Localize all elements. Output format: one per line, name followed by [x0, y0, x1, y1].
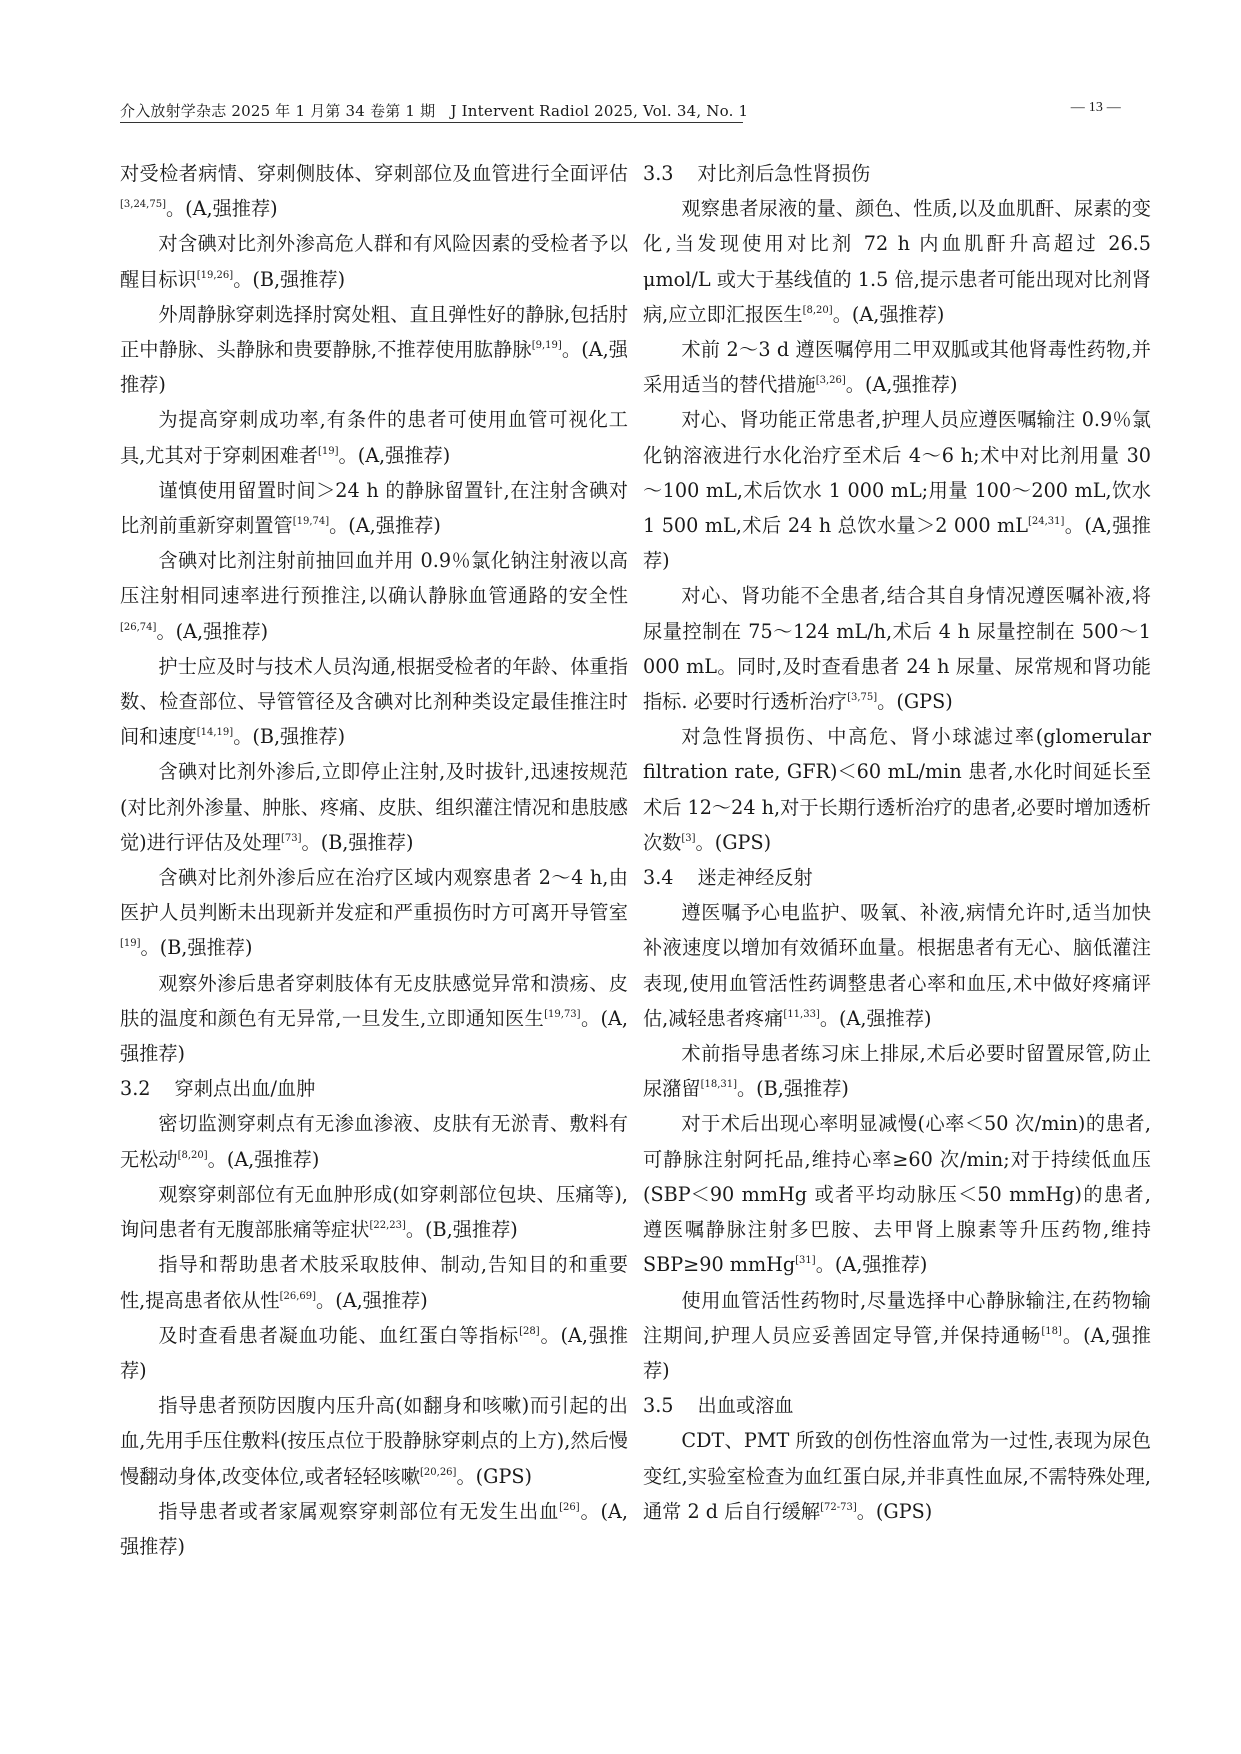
body-paragraph [120, 402, 628, 472]
body-paragraph [120, 1106, 628, 1176]
recommendation-grade: 。(B,强推荐) [301, 830, 414, 854]
recommendation-grade: 。(GPS) [856, 1499, 933, 1523]
citation-ref: [3] [681, 832, 696, 844]
body-paragraph [120, 543, 628, 649]
body-paragraph [120, 473, 628, 543]
paragraph-text: 观察穿刺部位有无血肿形成(如穿刺部位包块、压痛等),询问患者有无腹部胀痛等症状 [120, 1182, 628, 1242]
body-paragraph [120, 1177, 628, 1247]
recommendation-grade: 。(A,强推荐) [120, 1499, 628, 1558]
paragraph-text: 指导和帮助患者术肢采取肢伸、制动,告知目的和重要性,提高患者依从性 [120, 1253, 628, 1312]
citation-ref: [19,74] [292, 516, 330, 528]
body-paragraph [643, 332, 1151, 402]
recommendation-grade: 。(A,强推荐) [815, 1253, 928, 1277]
paragraph-text: 护士应及时与技术人员沟通,根据受检者的年龄、体重指数、检查部位、导管管径及含碘对比剂种类设定最佳推注时间和速度 [120, 654, 628, 749]
body-paragraph [120, 754, 628, 860]
recommendation-grade: 。(B,强推荐) [140, 936, 253, 960]
recommendation-grade: 。(GPS) [695, 830, 772, 854]
citation-ref: [3,24,75] [120, 199, 166, 211]
section-number: 3.2 [120, 1077, 151, 1101]
body-paragraph [120, 1247, 628, 1317]
paragraph-text: 含碘对比剂外渗后,立即停止注射,及时拔针,迅速按规范(对比剂外渗量、肿胀、疼痛、皮肤、组织灌注情况和患肢感觉)进行评估及处理 [120, 760, 628, 854]
journal-citation: 介入放射学杂志 2025 年 1 月第 34 卷第 1 期 J Intervent Radiol 2025, Vol. 34, No. 1 [120, 102, 749, 120]
recommendation-grade: 。(A,强推荐) [338, 443, 451, 467]
citation-ref: [19] [120, 938, 141, 950]
recommendation-grade: 。(B,强推荐) [233, 725, 346, 749]
recommendation-grade: 。(A,强推荐) [329, 514, 441, 538]
section-title: 迷走神经反射 [697, 866, 813, 890]
recommendation-grade: 。(B,强推荐) [233, 267, 346, 291]
citation-ref: [19,26] [196, 269, 234, 281]
paragraph-text: 对含碘对比剂外渗高危人群和有风险因素的受检者予以醒目标识 [120, 232, 628, 291]
recommendation-grade: 。(A,强推荐) [120, 338, 628, 397]
running-header [120, 100, 1121, 130]
paragraph-text: 对于术后出现心率明显减慢(心率＜50 次/min)的患者,可静脉注射阿托品,维持心率≥60 次/min;对于持续低血压(SBP＜90 mmHg 或者平均动脉压＜50 mmHg)的患者,遵医嘱静脉注射多巴胺、去甲肾上腺素等升压药物,维持 SBP≥90 mmHg [643, 1112, 1151, 1277]
citation-ref: [26,69] [279, 1290, 317, 1302]
body-paragraph [120, 860, 628, 966]
citation-ref: [20,26] [420, 1466, 457, 1478]
header-rule [120, 122, 743, 123]
paragraph-text: 对受检者病情、穿刺侧肢体、穿刺部位及血管进行全面评估 [120, 162, 628, 185]
paragraph-text: 术前指导患者练习床上排尿,术后必要时留置尿管,防止尿潴留 [643, 1042, 1151, 1101]
citation-ref: [3,26] [815, 375, 846, 387]
paragraph-text: 对急性肾损伤、中高危、肾小球滤过率(glomerular filtration rate, GFR)＜60 mL/min 患者,水化时间延长至术后 12～24 h,对于长期行透析治疗的患者,必要时增加透析次数 [643, 725, 1151, 854]
paragraph-text: 观察患者尿液的量、颜色、性质,以及血肌酐、尿素的变化,当发现使用对比剂 72 h 内血肌酐升高超过 26.5 μmol/L 或大于基线值的 1.5 倍,提示患者可能出现对比剂肾病,应立即汇报医生 [643, 197, 1151, 326]
citation-ref: [19] [317, 445, 339, 457]
paragraph-text: 对心、肾功能正常患者,护理人员应遵医嘱输注 0.9％氯化钠溶液进行水化治疗至术后 4～6 h;术中对比剂用量 30～100 mL,术后饮水 1 000 mL;用量 100～200 mL,饮水 1 500 mL,术后 24 h 总饮水量＞2 000 mL [643, 408, 1151, 538]
body-paragraph [643, 895, 1151, 1036]
paragraph-text: 术前 2～3 d 遵医嘱停用二甲双胍或其他肾毒性药物,并采用适当的替代措施 [643, 338, 1151, 397]
paragraph-text: 观察外渗后患者穿刺肢体有无皮肤感觉异常和溃疡、皮肤的温度和颜色有无异常,一旦发生,立即通知医生 [120, 971, 628, 1030]
citation-ref: [28] [519, 1325, 540, 1337]
citation-ref: [3,75] [847, 692, 878, 704]
right-column [643, 156, 1151, 1529]
recommendation-grade: 。(A,强推荐) [643, 514, 1151, 573]
citation-ref: [8,20] [177, 1149, 208, 1161]
body-paragraph [120, 297, 628, 403]
body-paragraph [643, 191, 1151, 332]
paragraph-text: 谨慎使用留置时间＞24 h 的静脉留置针,在注射含碘对比剂前重新穿刺置管 [120, 478, 628, 538]
body-paragraph [120, 1388, 628, 1494]
recommendation-grade: 。(GPS) [877, 690, 953, 714]
body-paragraph [120, 1494, 628, 1564]
body-paragraph [643, 402, 1151, 578]
citation-ref: [11,33] [783, 1008, 820, 1020]
section-number: 3.5 [643, 1394, 674, 1418]
citation-ref: [22,23] [369, 1220, 406, 1232]
recommendation-grade: 。(A,强推荐) [643, 1323, 1151, 1382]
body-paragraph [120, 226, 628, 296]
citation-ref: [72-73] [820, 1501, 857, 1513]
section-title: 穿刺点出血/血肿 [174, 1077, 316, 1101]
citation-ref: [24,31] [1027, 516, 1065, 528]
paragraph-text: 外周静脉穿刺选择肘窝处粗、直且弹性好的静脉,包括肘正中静脉、头静脉和贵要静脉,不推荐使用肱静脉 [120, 302, 628, 362]
citation-ref: [8,20] [802, 304, 833, 316]
paragraph-text: 为提高穿刺成功率,有条件的患者可使用血管可视化工具,尤其对于穿刺困难者 [120, 408, 628, 467]
section-heading [643, 860, 1151, 895]
section-number: 3.4 [643, 866, 674, 890]
paragraph-text: 密切监测穿刺点有无渗血渗液、皮肤有无淤青、敷料有无松动 [120, 1112, 628, 1171]
recommendation-grade: 。(A,强推荐) [207, 1147, 320, 1171]
citation-ref: [9,19] [531, 340, 562, 352]
body-paragraph [120, 966, 628, 1072]
citation-ref: [14,19] [196, 727, 234, 739]
body-paragraph [120, 156, 628, 226]
recommendation-grade: 。(A,强推荐) [156, 619, 269, 643]
citation-ref: [31] [795, 1255, 816, 1267]
paragraph-text: 含碘对比剂注射前抽回血并用 0.9％氯化钠注射液以高压注射相同速率进行预推注,以确认静脉血管通路的安全性 [120, 549, 628, 608]
paragraph-text: 含碘对比剂外渗后应在治疗区域内观察患者 2～4 h,由医护人员判断未出现新并发症和严重损伤时方可离开导管室 [120, 866, 628, 925]
citation-ref: [26] [559, 1501, 580, 1513]
citation-ref: [26,74] [120, 621, 157, 633]
body-paragraph [643, 719, 1151, 860]
paragraph-text: 及时查看患者凝血功能、血红蛋白等指标 [158, 1323, 520, 1347]
citation-ref: [19,73] [544, 1008, 581, 1020]
paragraph-text: 遵医嘱予心电监护、吸氧、补液,病情允许时,适当加快补液速度以增加有效循环血量。根据患者有无心、脑低灌注表现,使用血管活性药调整患者心率和血压,术中做好疼痛评估,减轻患者疼痛 [643, 901, 1151, 1030]
body-paragraph [643, 1106, 1151, 1282]
paragraph-text: 指导患者预防因腹内压升高(如翻身和咳嗽)而引起的出血,先用手压住敷料(按压点位于股静脉穿刺点的上方),然后慢慢翻动身体,改变体位,或者轻轻咳嗽 [120, 1394, 628, 1488]
section-number: 3.3 [643, 162, 674, 185]
section-heading [120, 1071, 628, 1106]
recommendation-grade: 。(A,强推荐) [316, 1288, 428, 1312]
section-title: 对比剂后急性肾损伤 [697, 162, 871, 185]
body-paragraph [643, 578, 1151, 719]
citation-ref: [18] [1041, 1325, 1062, 1337]
body-paragraph [643, 1423, 1151, 1529]
page-number: — 13 — [1070, 100, 1121, 115]
body-paragraph [120, 1318, 628, 1388]
paragraph-text: 对心、肾功能不全患者,结合其自身情况遵医嘱补液,将尿量控制在 75～124 mL/h,术后 4 h 尿量控制在 500～1 000 mL。同时,及时查看患者 24 h 尿量、尿常规和肾功能指标. 必要时行透析治疗 [643, 584, 1151, 714]
recommendation-grade: 。(B,强推荐) [737, 1077, 849, 1101]
recommendation-grade: 。(B,强推荐) [405, 1218, 518, 1242]
body-paragraph [643, 1036, 1151, 1106]
paragraph-text: 使用血管活性药物时,尽量选择中心静脉输注,在药物输注期间,护理人员应妥善固定导管,并保持通畅 [643, 1288, 1151, 1347]
recommendation-grade: 。(A,强推荐) [120, 1006, 628, 1066]
citation-ref: [18,31] [700, 1079, 737, 1091]
section-heading [643, 1388, 1151, 1423]
paragraph-text: CDT、PMT 所致的创伤性溶血常为一过性,表现为尿色变红,实验室检查为血红蛋白尿,并非真性血尿,不需特殊处理,通常 2 d 后自行缓解 [643, 1429, 1151, 1523]
recommendation-grade: 。(A,强推荐) [832, 302, 945, 326]
recommendation-grade: 。(GPS) [456, 1464, 532, 1488]
citation-ref: [73] [281, 832, 302, 844]
section-title: 出血或溶血 [697, 1394, 794, 1418]
recommendation-grade: 。(A,强推荐) [120, 1323, 628, 1382]
body-paragraph [120, 649, 628, 755]
recommendation-grade: 。(A,强推荐) [845, 373, 958, 397]
body-paragraph [643, 1283, 1151, 1389]
paragraph-text: 指导患者或者家属观察穿刺部位有无发生出血 [158, 1499, 560, 1523]
left-column [120, 156, 628, 1564]
section-heading [643, 156, 1151, 191]
recommendation-grade: 。(A,强推荐) [819, 1006, 932, 1030]
recommendation-grade: 。(A,强推荐) [165, 197, 278, 221]
